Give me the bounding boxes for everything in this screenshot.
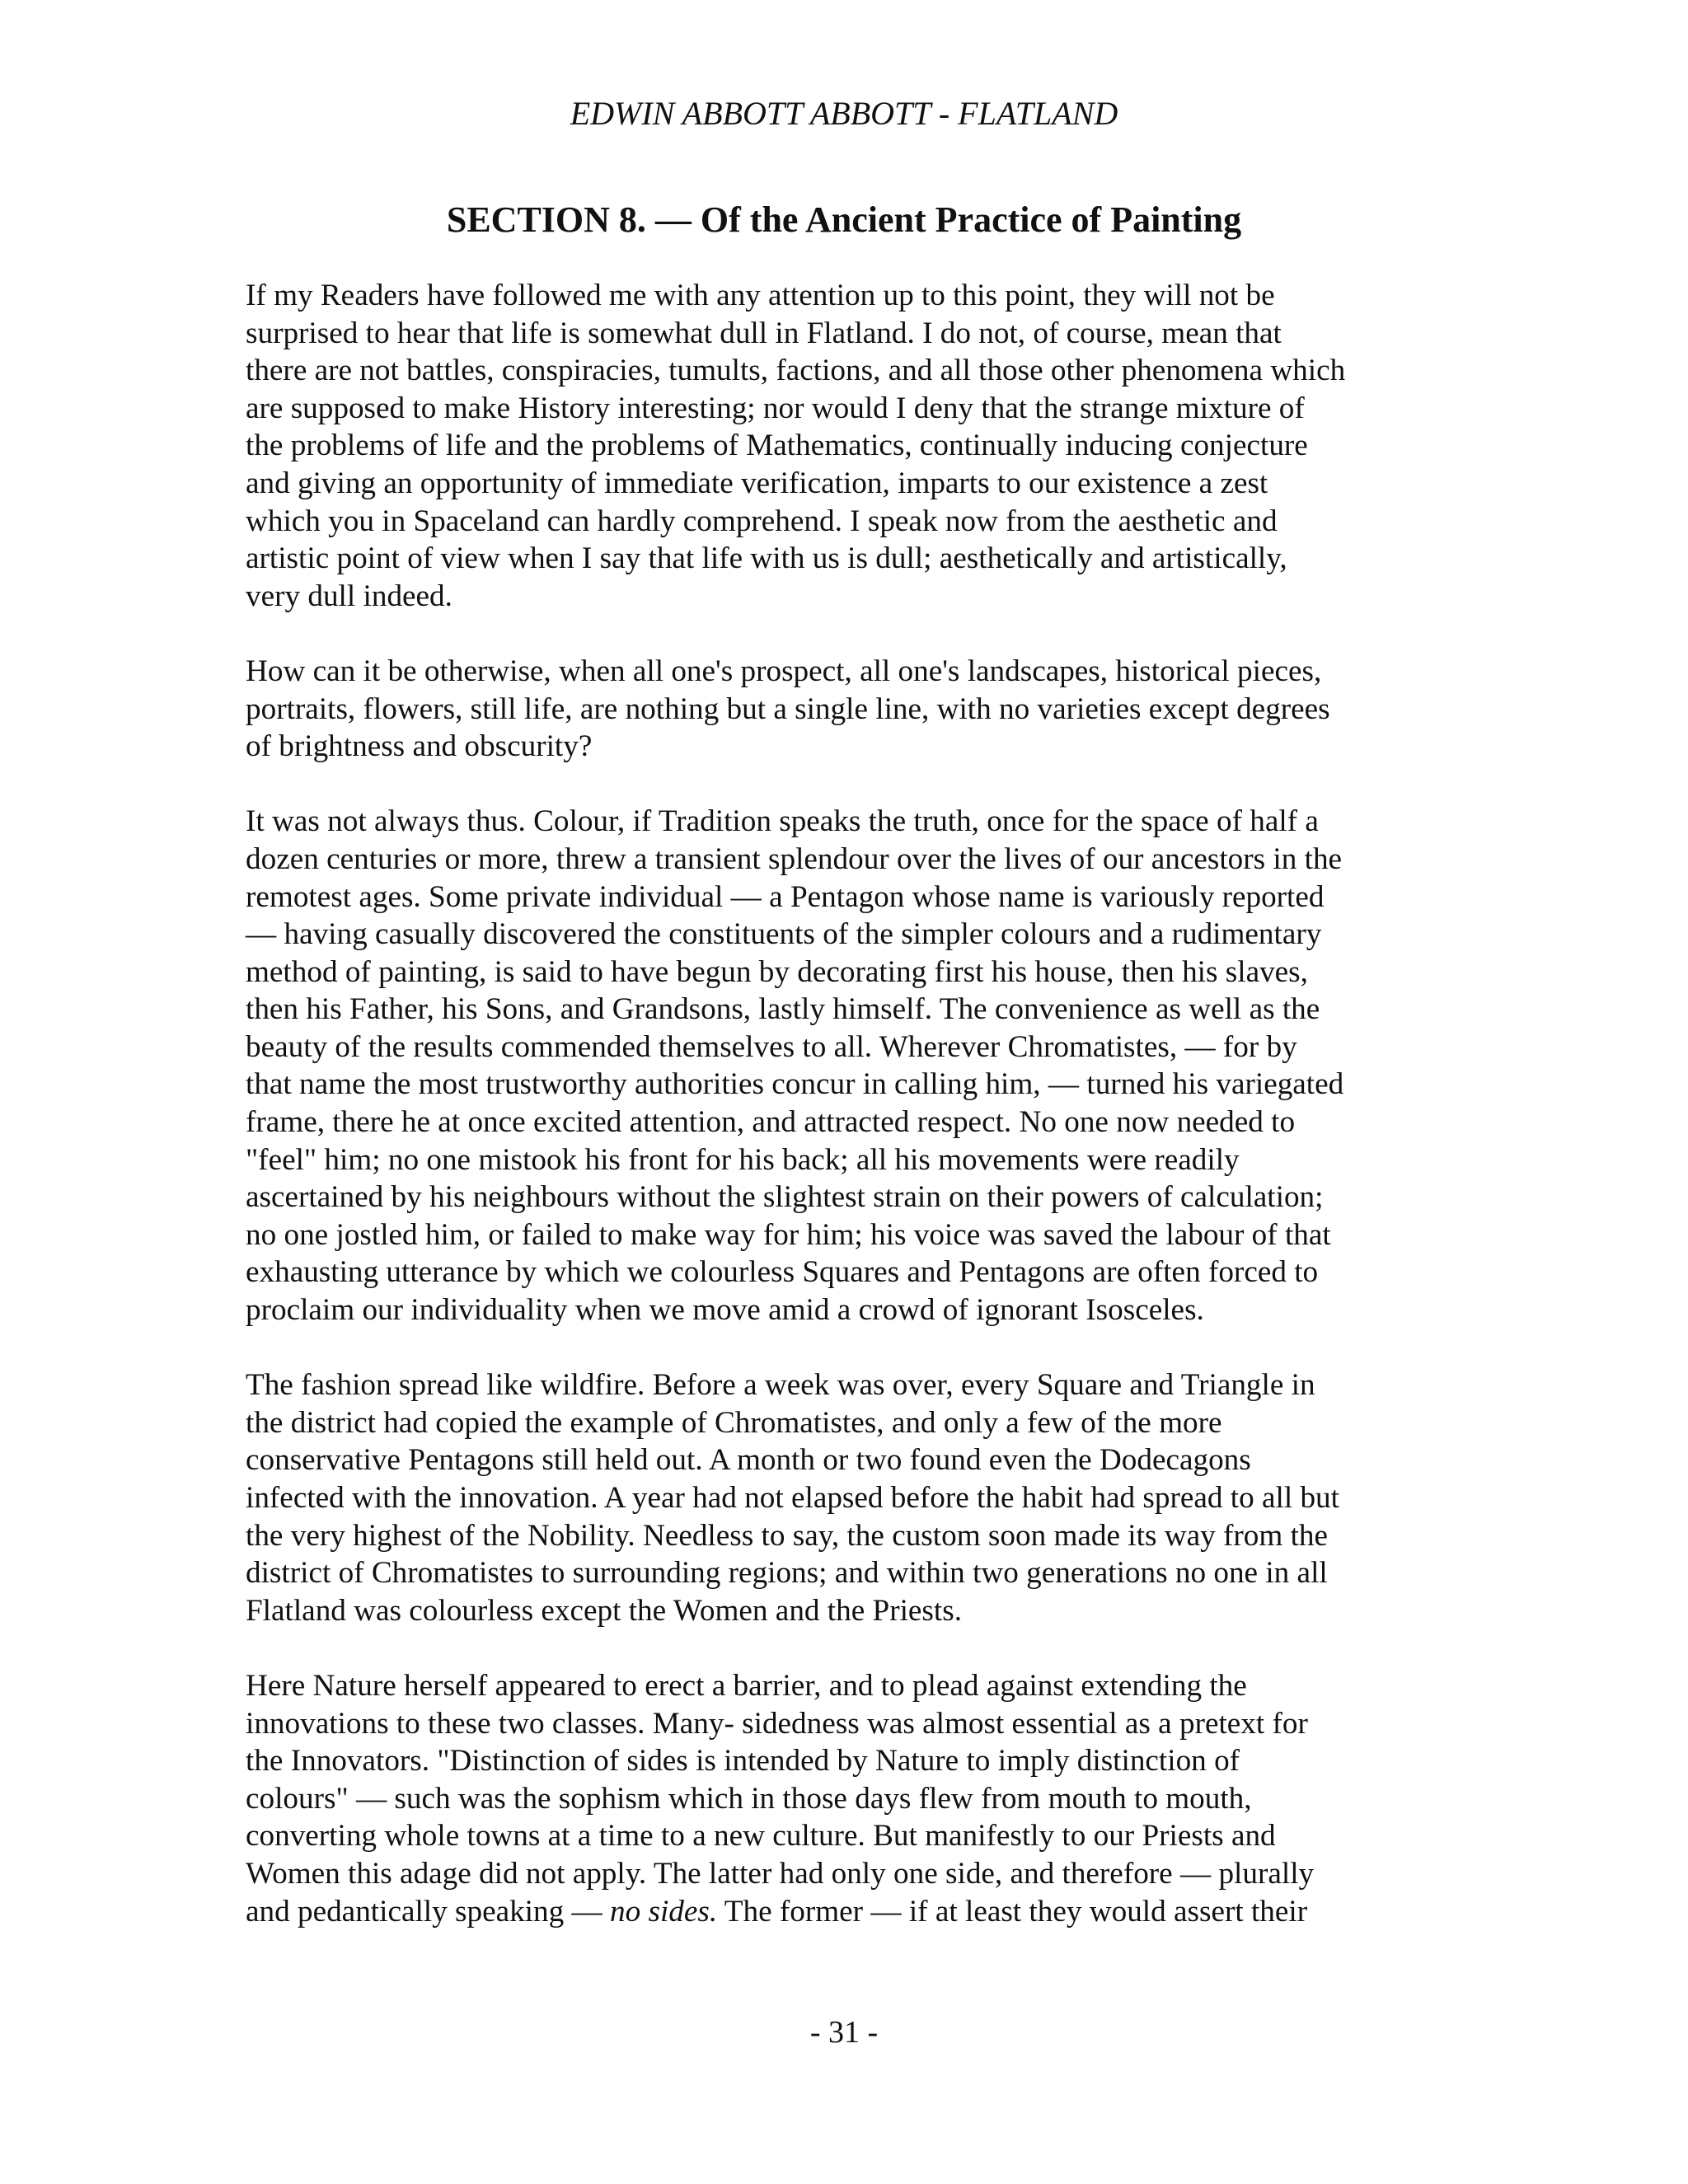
paragraph-4 — [246, 1366, 1457, 1629]
paragraph-1 — [246, 277, 1457, 615]
text-line: proclaim our individuality when we move amid a crowd of ignorant Isosceles. — [246, 1293, 1204, 1328]
text-run: The former — if at least they would assert their — [717, 1894, 1308, 1929]
text-line: which you in Spaceland can hardly comprehend. I speak now from the aesthetic and — [246, 504, 1278, 538]
text-line: no one jostled him, or failed to make way for him; his voice was saved the labour of that — [246, 1217, 1331, 1252]
text-line: beauty of the results commended themselves to all. Wherever Chromatistes, — for by — [246, 1029, 1297, 1064]
section-title: SECTION 8. — Of the Ancient Practice of Painting — [446, 199, 1242, 240]
text-line: and giving an opportunity of immediate verification, imparts to our existence a zest — [246, 466, 1268, 500]
text-line: remotest ages. Some private individual — a Pentagon whose name is variously reported — [246, 879, 1325, 914]
text-line: then his Father, his Sons, and Grandsons, lastly himself. The convenience as well as the — [246, 992, 1320, 1027]
text-line: ascertained by his neighbours without the slightest strain on their powers of calculation; — [246, 1180, 1324, 1215]
paragraph-5 — [246, 1667, 1457, 1930]
text-line: there are not battles, conspiracies, tumults, factions, and all those other phenomena which — [246, 354, 1346, 388]
emphasis-text: no sides. — [609, 1894, 718, 1929]
text-line: How can it be otherwise, when all one's prospect, all one's landscapes, historical pieces, — [246, 654, 1322, 688]
text-line: the Innovators. "Distinction of sides is intended by Nature to imply distinction of — [246, 1744, 1240, 1779]
text-line: that name the most trustworthy authorities concur in calling him, — turned his variegated — [246, 1067, 1344, 1102]
text-line: the very highest of the Nobility. Needless to say, the custom soon made its way from the — [246, 1518, 1329, 1553]
text-line: Here Nature herself appeared to erect a barrier, and to plead against extending the — [246, 1668, 1247, 1703]
text-line: The fashion spread like wildfire. Before a week was over, every Square and Triangle in — [246, 1368, 1315, 1403]
text-line: portraits, flowers, still life, are nothing but a single line, with no varieties except degrees — [246, 691, 1330, 726]
paragraph-3 — [246, 803, 1457, 1329]
text-line: colours" — such was the sophism which in those days flew from mouth to mouth, — [246, 1781, 1252, 1816]
text-line: innovations to these two classes. Many- sidedness was almost essential as a pretext for — [246, 1706, 1308, 1741]
text-line: very dull indeed. — [246, 579, 452, 613]
running-header: EDWIN ABBOTT ABBOTT - FLATLAND — [570, 95, 1118, 132]
text-line: district of Chromatistes to surrounding regions; and within two generations no one in all — [246, 1556, 1328, 1591]
text-line: method of painting, is said to have begun by decorating first his house, then his slaves, — [246, 954, 1308, 989]
text-line: of brightness and obscurity? — [246, 729, 593, 764]
text-line: surprised to hear that life is somewhat dull in Flatland. I do not, of course, mean that — [246, 316, 1282, 350]
text-line: It was not always thus. Colour, if Tradition speaks the truth, once for the space of half a — [246, 804, 1319, 839]
text-line: Flatland was colourless except the Women and the Priests. — [246, 1593, 963, 1628]
body-text — [246, 277, 1457, 1968]
text-line: Women this adage did not apply. The latter had only one side, and therefore — plurally — [246, 1856, 1315, 1891]
text-line: conservative Pentagons still held out. A month or two found even the Dodecagons — [246, 1443, 1251, 1478]
text-line — [246, 1893, 1457, 1931]
text-line: "feel" him; no one mistook his front for his back; all his movements were readily — [246, 1142, 1240, 1177]
text-line: — having casually discovered the constituents of the simpler colours and a rudimentary — [246, 917, 1322, 952]
text-line: artistic point of view when I say that life with us is dull; aesthetically and artistically, — [246, 541, 1287, 576]
paragraph-2 — [246, 653, 1457, 766]
page-number: - 31 - — [809, 2015, 879, 2050]
text-line: the problems of life and the problems of Mathematics, continually inducing conjecture — [246, 429, 1308, 463]
text-line: converting whole towns at a time to a new culture. But manifestly to our Priests and — [246, 1819, 1276, 1854]
text-line: If my Readers have followed me with any attention up to this point, they will not be — [246, 279, 1275, 312]
text-line: are supposed to make History interesting; nor would I deny that the strange mixture of — [246, 391, 1305, 425]
text-run: and pedantically speaking — — [246, 1894, 610, 1929]
text-line: dozen centuries or more, threw a transient splendour over the lives of our ancestors in the — [246, 841, 1343, 876]
text-line: frame, there he at once excited attention, and attracted respect. No one now needed to — [246, 1105, 1296, 1140]
text-line: the district had copied the example of Chromatistes, and only a few of the more — [246, 1405, 1222, 1440]
text-line: exhausting utterance by which we colourless Squares and Pentagons are often forced to — [246, 1255, 1319, 1290]
text-line: infected with the innovation. A year had not elapsed before the habit had spread to all but — [246, 1481, 1339, 1515]
